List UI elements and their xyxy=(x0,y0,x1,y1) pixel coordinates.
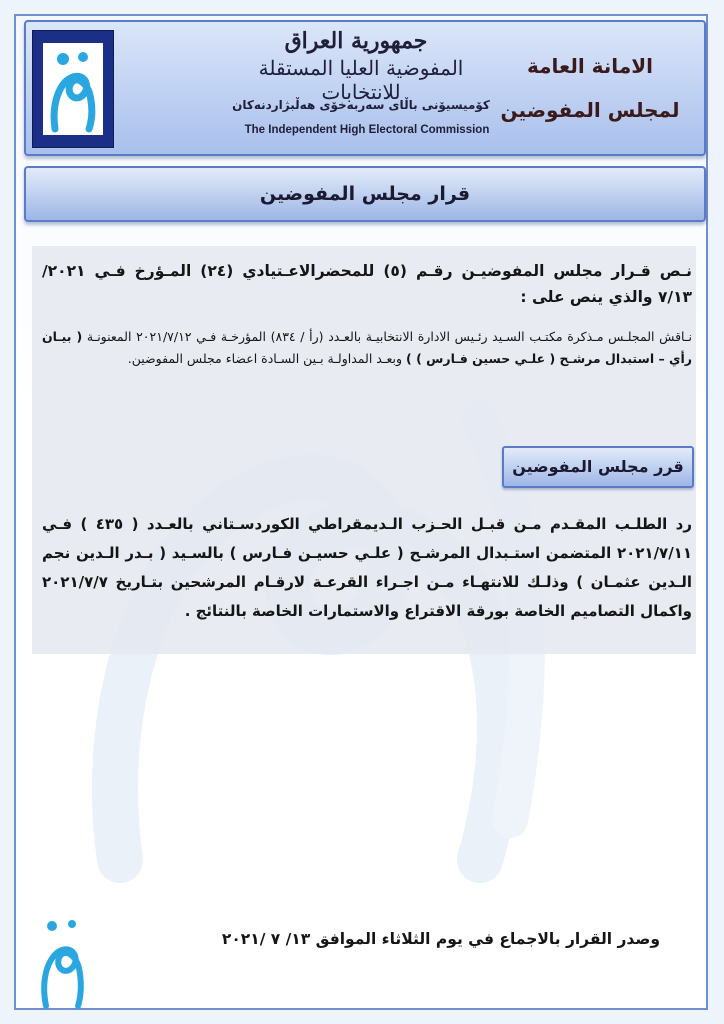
ihec-logo-icon xyxy=(32,30,114,148)
discussion-paragraph xyxy=(42,326,692,370)
discussion-text-post: وبعـد المداولـة بـين السـادة اعضاء مجلس المفوضين. xyxy=(127,351,403,366)
issued-statement: وصدر القرار بالاجماع في يوم الثلاثاء الموافق ١٣/ ٧ /٢٠٢١ xyxy=(221,930,660,948)
department-title-line2: لمجلس المفوضين xyxy=(500,98,680,122)
intro-paragraph: نـص قـرار مجلس المفوضيـن رقـم (٥) للمحضرالاعـتيادي (٢٤) المـؤرخ فـي ٢٠٢١/ ٧/١٣ والذي ينص على : xyxy=(42,262,692,306)
commission-name-line1: جمهورية العراق xyxy=(284,28,428,54)
decision-title-bar: قرار مجلس المفوضين xyxy=(24,166,706,222)
discussion-subject: ( بيـان رأي – استبدال مرشـح ( علـي حسين فـارس ) ) xyxy=(42,329,692,366)
discussion-text-pre: نـاقش المجلـس مـذكرة مكتـب السـيد رئـيس الادارة الانتخابيـة بالعـدد (رأ / ٨٣٤) المؤرخـة فـي ٢٠٢١/٧/١٢ المعنونـة xyxy=(86,329,692,344)
resolved-heading: قرر مجلس المفوضين xyxy=(502,446,694,488)
ihec-corner-logo-icon xyxy=(34,912,92,1012)
department-title-line1: الامانة العامة xyxy=(527,54,653,78)
commission-name-line2: المفوضية العليا المستقلة للانتخابات xyxy=(258,56,464,104)
commission-name-kurdish: كۆمیسیۆنی باڵای سەربەخۆی هەڵبژاردنەكان xyxy=(232,98,490,112)
header-box xyxy=(24,20,706,156)
commission-name-english: The Independent High Electoral Commission xyxy=(244,124,490,136)
decision-paragraph: رد الطلـب المقـدم مـن قبـل الحـزب الـديمقراطي الكوردسـتاني بالعـدد ( ٤٣٥ ) فـي ٢٠٢١/٧/١١ المتضمن استـبدال المرشـح ( علـي حسيـن فـارس ) بالسـيد ( بـدر الـدين نجم الـدين عثمـان ) وذلـك للانتهـاء مـن اجـراء القرعـة لارقـام المرشحين بتـاريخ ٢٠٢١/٧/٧ واكمال التصاميم الخاصة بورقة الاقتراع والاستمارات الخاصة بالنتائج . xyxy=(42,515,692,620)
